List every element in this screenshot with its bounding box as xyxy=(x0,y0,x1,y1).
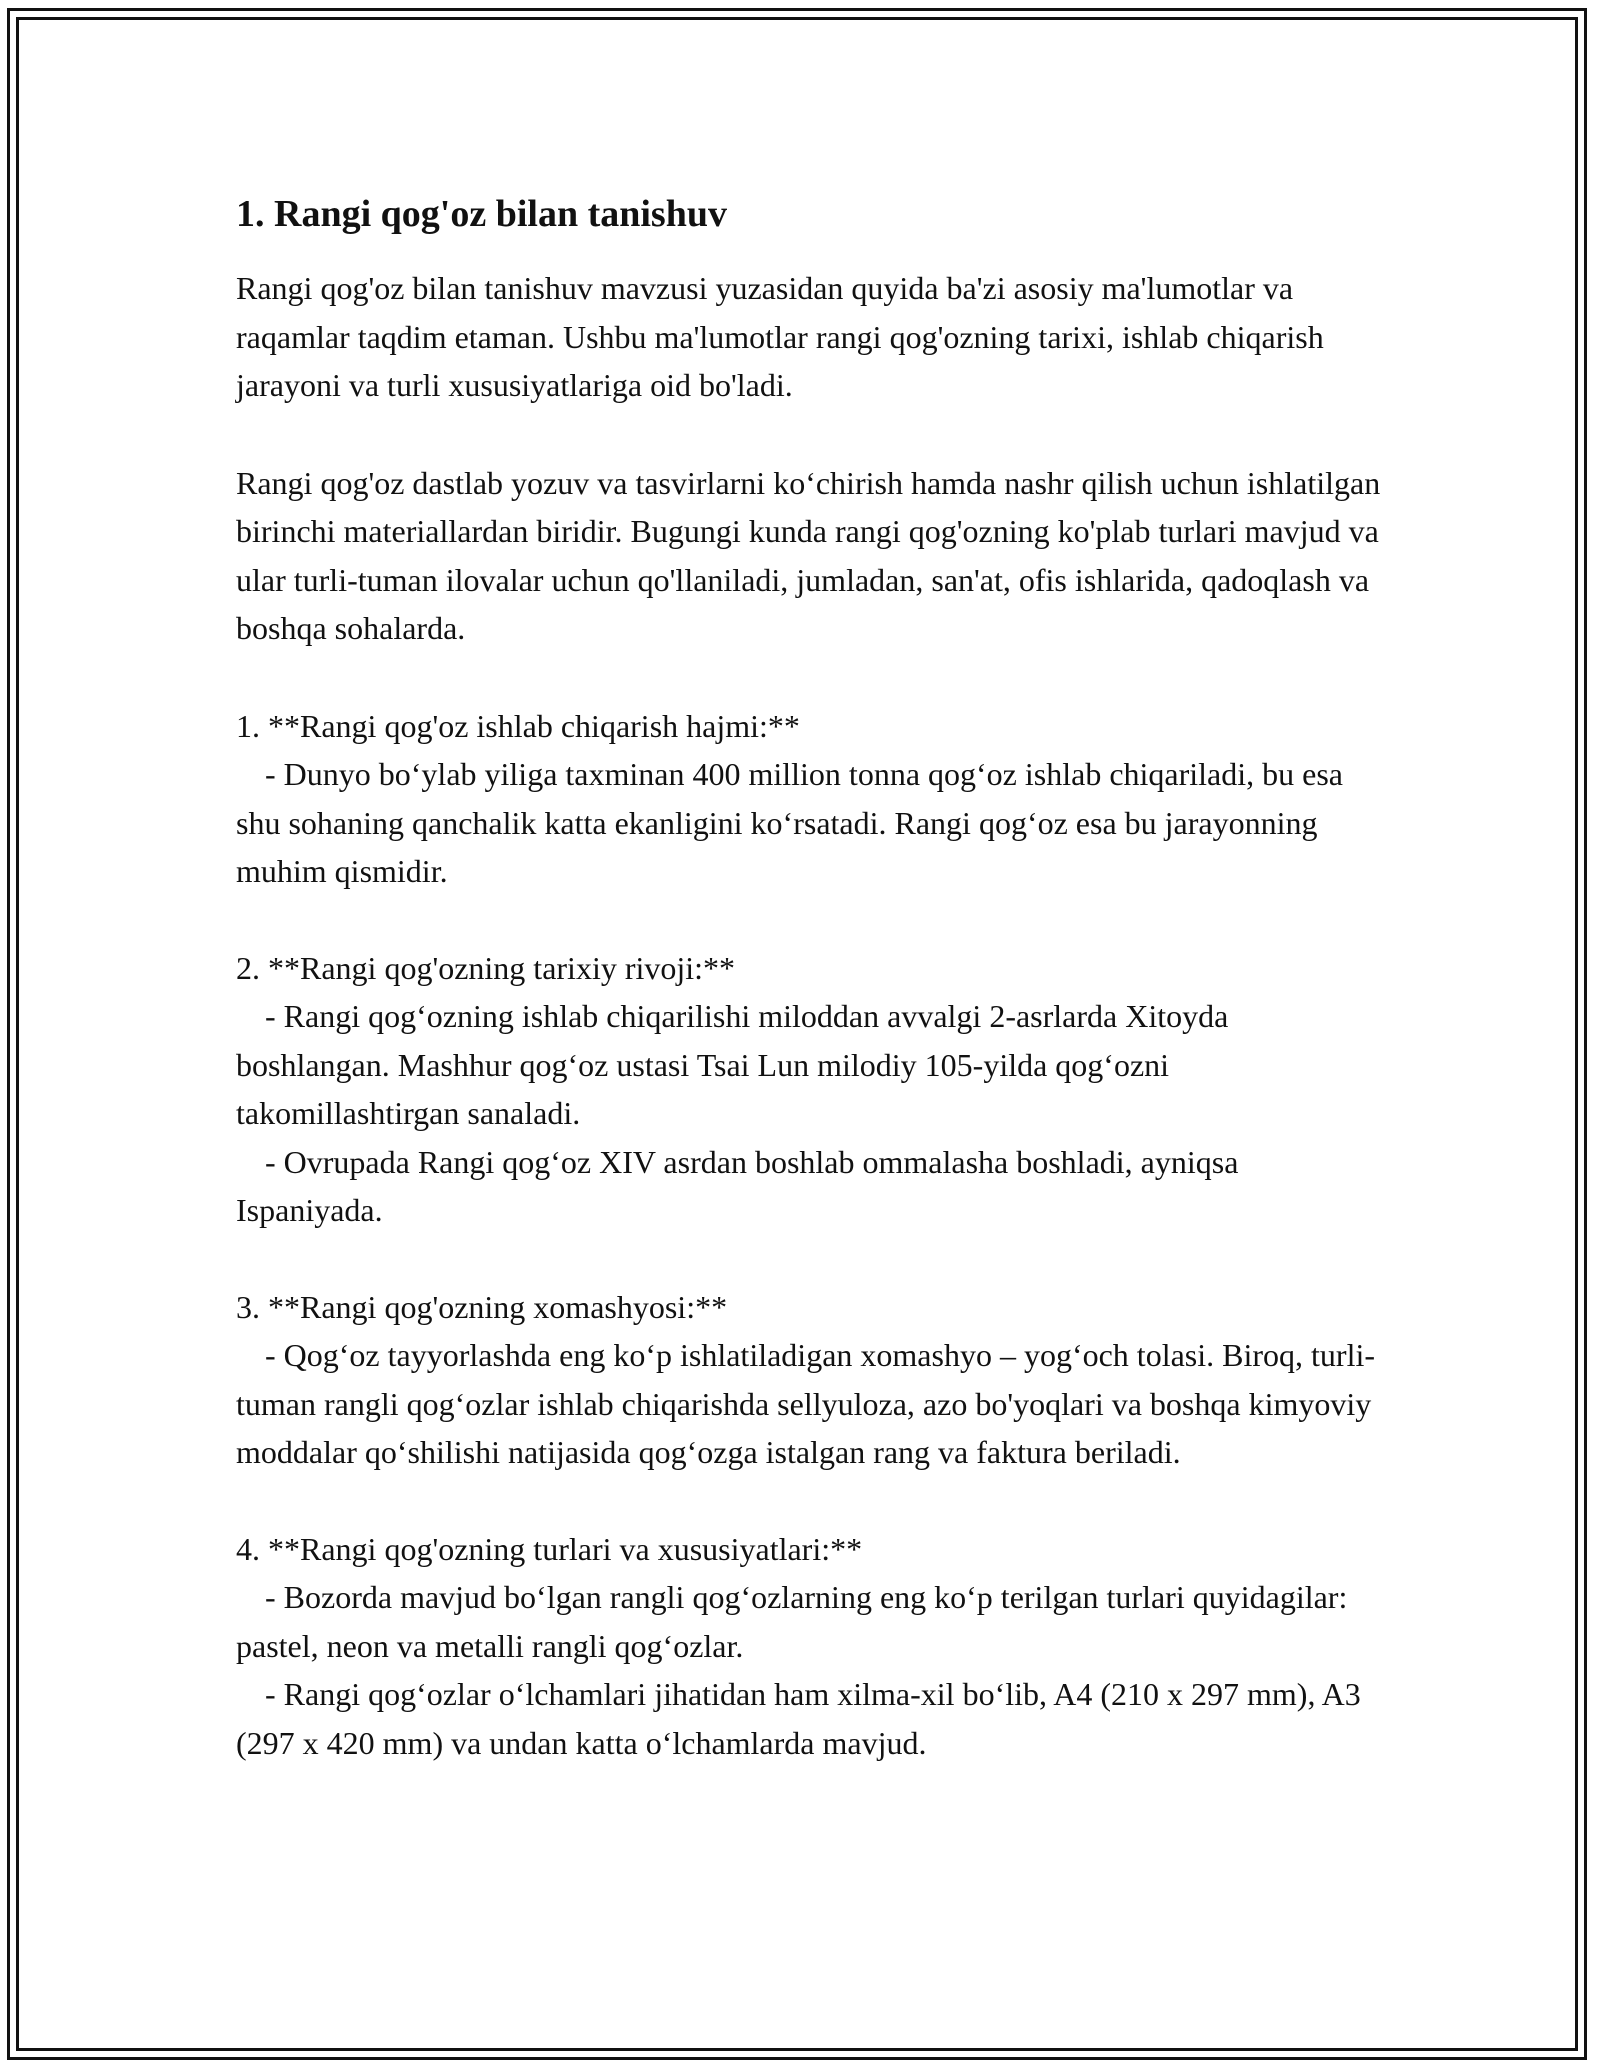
section-heading: 3. **Rangi qog'ozning xomashyosi:** xyxy=(236,1288,728,1325)
section-heading: 1. **Rangi qog'oz ishlab chiqarish hajmi:** xyxy=(236,707,800,744)
intro-paragraph: Rangi qog'oz bilan tanishuv mavzusi yuzasidan quyida ba'zi asosiy ma'lumotlar va raqamlar taqdim etaman. Ushbu ma'lumotlar rangi qog'ozning tarixi, ishlab chiqarish jarayoni va turli xususiyatlariga oid bo'ladi. xyxy=(236,270,1324,403)
section-raw-materials xyxy=(236,1283,1386,1477)
section-bullet: - Dunyo bo‘ylab yiliga taxminan 400 million tonna qog‘oz ishlab chiqariladi, bu esa shu sohaning qanchalik katta ekanligini ko‘rsatadi. Rangi qog‘oz esa bu jarayonning muhim qismidir. xyxy=(236,756,1343,889)
document-body xyxy=(236,186,1386,1815)
history-paragraph: Rangi qog'oz dastlab yozuv va tasvirlarni ko‘chirish hamda nashr qilish uchun ishlatilgan birinchi materiallardan biridir. Bugungi kunda rangi qog'ozning ko'plab turlari mavjud va ular turli-tuman ilovalar uchun qo'llaniladi, jumladan, san'at, ofis ishlarida, qadoqlash va boshqa sohalarda. xyxy=(236,464,1381,646)
section-history xyxy=(236,944,1386,1235)
section-heading: 2. **Rangi qog'ozning tarixiy rivoji:** xyxy=(236,949,736,986)
document-title: 1. Rangi qog'oz bilan tanishuv xyxy=(236,193,727,235)
section-bullet: - Qog‘oz tayyorlashda eng ko‘p ishlatiladigan xomashyo – yog‘och tolasi. Biroq, turli-tuman rangli qog‘ozlar ishlab chiqarishda sellyuloza, azo bo'yoqlari va boshqa kimyoviy moddalar qo‘shilishi natijasida qog‘ozga istalgan rang va faktura beriladi. xyxy=(236,1337,1375,1470)
section-bullet: - Rangi qog‘ozning ishlab chiqarilishi miloddan avvalgi 2-asrlarda Xitoyda boshlangan. Mashhur qog‘oz ustasi Tsai Lun milodiy 105-yilda qog‘ozni takomillashtirgan sanaladi. xyxy=(236,998,1229,1131)
section-production-volume xyxy=(236,702,1386,896)
section-types-properties xyxy=(236,1525,1386,1768)
section-bullet: - Bozorda mavjud bo‘lgan rangli qog‘ozlarning eng ko‘p terilgan turlari quyidagilar: pastel, neon va metalli rangli qog‘ozlar. xyxy=(236,1579,1348,1664)
section-heading: 4. **Rangi qog'ozning turlari va xususiyatlari:** xyxy=(236,1530,863,1567)
section-bullet: - Ovrupada Rangi qog‘oz XIV asrdan boshlab ommalasha boshladi, ayniqsa Ispaniyada. xyxy=(236,1143,1239,1228)
section-bullet: - Rangi qog‘ozlar o‘lchamlari jihatidan ham xilma-xil bo‘lib, A4 (210 x 297 mm), A3 (297 x 420 mm) va undan katta o‘lchamlarda mavjud. xyxy=(236,1676,1361,1761)
